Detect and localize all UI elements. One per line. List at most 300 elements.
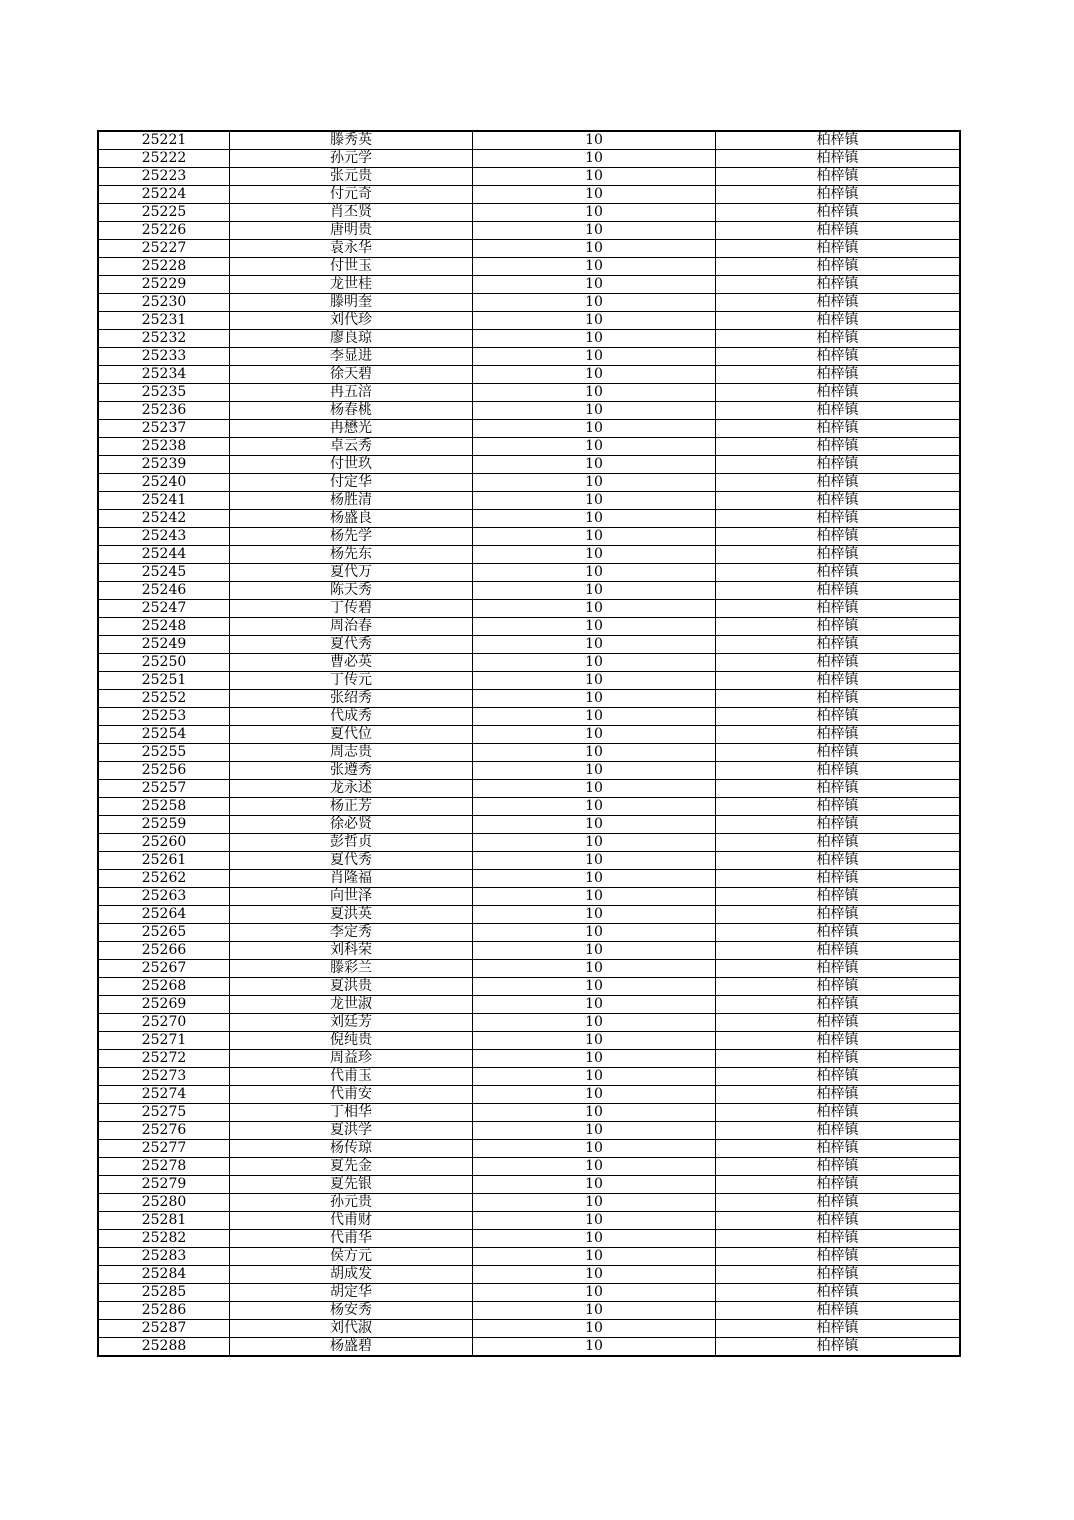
- town-cell: 柏梓镇: [716, 780, 961, 798]
- id-cell: 25241: [98, 492, 230, 510]
- amount-cell: 10: [473, 816, 716, 834]
- table-row: [98, 834, 960, 852]
- table-row: [98, 852, 960, 870]
- amount-cell: 10: [473, 1158, 716, 1176]
- amount-cell: 10: [473, 870, 716, 888]
- amount-cell: 10: [473, 564, 716, 582]
- amount-cell: 10: [473, 384, 716, 402]
- table-row: [98, 222, 960, 240]
- table-row: [98, 888, 960, 906]
- name-cell: 代成秀: [230, 708, 473, 726]
- name-cell: 冉懋光: [230, 420, 473, 438]
- town-cell: 柏梓镇: [716, 294, 961, 312]
- town-cell: 柏梓镇: [716, 906, 961, 924]
- id-cell: 25235: [98, 384, 230, 402]
- table-row: [98, 510, 960, 528]
- town-cell: 柏梓镇: [716, 1338, 961, 1357]
- id-cell: 25244: [98, 546, 230, 564]
- table-row: [98, 1194, 960, 1212]
- amount-cell: 10: [473, 852, 716, 870]
- name-cell: 刘科荣: [230, 942, 473, 960]
- amount-cell: 10: [473, 582, 716, 600]
- name-cell: 李显进: [230, 348, 473, 366]
- table-row: [98, 1158, 960, 1176]
- town-cell: 柏梓镇: [716, 1104, 961, 1122]
- amount-cell: 10: [473, 402, 716, 420]
- town-cell: 柏梓镇: [716, 978, 961, 996]
- amount-cell: 10: [473, 834, 716, 852]
- table-row: [98, 240, 960, 258]
- town-cell: 柏梓镇: [716, 834, 961, 852]
- name-cell: 侯方元: [230, 1248, 473, 1266]
- town-cell: 柏梓镇: [716, 564, 961, 582]
- town-cell: 柏梓镇: [716, 222, 961, 240]
- id-cell: 25240: [98, 474, 230, 492]
- town-cell: 柏梓镇: [716, 960, 961, 978]
- amount-cell: 10: [473, 1068, 716, 1086]
- amount-cell: 10: [473, 366, 716, 384]
- table-row: [98, 978, 960, 996]
- name-cell: 向世泽: [230, 888, 473, 906]
- amount-cell: 10: [473, 1104, 716, 1122]
- town-cell: 柏梓镇: [716, 420, 961, 438]
- id-cell: 25243: [98, 528, 230, 546]
- name-cell: 代甫玉: [230, 1068, 473, 1086]
- name-cell: 付定华: [230, 474, 473, 492]
- id-cell: 25230: [98, 294, 230, 312]
- amount-cell: 10: [473, 294, 716, 312]
- town-cell: 柏梓镇: [716, 1176, 961, 1194]
- table-row: [98, 780, 960, 798]
- town-cell: 柏梓镇: [716, 1266, 961, 1284]
- town-cell: 柏梓镇: [716, 1284, 961, 1302]
- name-cell: 夏先金: [230, 1158, 473, 1176]
- amount-cell: 10: [473, 1140, 716, 1158]
- id-cell: 25259: [98, 816, 230, 834]
- id-cell: 25225: [98, 204, 230, 222]
- name-cell: 夏洪贵: [230, 978, 473, 996]
- name-cell: 夏先银: [230, 1176, 473, 1194]
- amount-cell: 10: [473, 780, 716, 798]
- town-cell: 柏梓镇: [716, 1050, 961, 1068]
- town-cell: 柏梓镇: [716, 1158, 961, 1176]
- town-cell: 柏梓镇: [716, 1068, 961, 1086]
- id-cell: 25226: [98, 222, 230, 240]
- name-cell: 夏洪学: [230, 1122, 473, 1140]
- table-row: [98, 258, 960, 276]
- table-row: [98, 1284, 960, 1302]
- name-cell: 李定秀: [230, 924, 473, 942]
- town-cell: 柏梓镇: [716, 366, 961, 384]
- town-cell: 柏梓镇: [716, 636, 961, 654]
- town-cell: 柏梓镇: [716, 1248, 961, 1266]
- town-cell: 柏梓镇: [716, 888, 961, 906]
- amount-cell: 10: [473, 1014, 716, 1032]
- town-cell: 柏梓镇: [716, 150, 961, 168]
- name-cell: 付世玖: [230, 456, 473, 474]
- name-cell: 杨春桃: [230, 402, 473, 420]
- name-cell: 杨盛碧: [230, 1338, 473, 1357]
- table-row: [98, 546, 960, 564]
- town-cell: 柏梓镇: [716, 1032, 961, 1050]
- table-row: [98, 996, 960, 1014]
- town-cell: 柏梓镇: [716, 1194, 961, 1212]
- name-cell: 唐明贵: [230, 222, 473, 240]
- town-cell: 柏梓镇: [716, 942, 961, 960]
- name-cell: 孙元贵: [230, 1194, 473, 1212]
- id-cell: 25229: [98, 276, 230, 294]
- amount-cell: 10: [473, 186, 716, 204]
- name-cell: 孙元学: [230, 150, 473, 168]
- town-cell: 柏梓镇: [716, 1320, 961, 1338]
- id-cell: 25263: [98, 888, 230, 906]
- table-row: [98, 906, 960, 924]
- id-cell: 25284: [98, 1266, 230, 1284]
- id-cell: 25232: [98, 330, 230, 348]
- id-cell: 25254: [98, 726, 230, 744]
- amount-cell: 10: [473, 762, 716, 780]
- amount-cell: 10: [473, 744, 716, 762]
- id-cell: 25265: [98, 924, 230, 942]
- name-cell: 廖良琼: [230, 330, 473, 348]
- table-row: [98, 744, 960, 762]
- name-cell: 龙永述: [230, 780, 473, 798]
- amount-cell: 10: [473, 960, 716, 978]
- amount-cell: 10: [473, 618, 716, 636]
- table-row: [98, 438, 960, 456]
- table-row: [98, 1068, 960, 1086]
- name-cell: 肖丕贤: [230, 204, 473, 222]
- table-row: [98, 618, 960, 636]
- table-row: [98, 1320, 960, 1338]
- name-cell: 夏代秀: [230, 636, 473, 654]
- amount-cell: 10: [473, 1320, 716, 1338]
- table-row: [98, 1050, 960, 1068]
- name-cell: 彭哲贞: [230, 834, 473, 852]
- id-cell: 25224: [98, 186, 230, 204]
- id-cell: 25248: [98, 618, 230, 636]
- name-cell: 刘代珍: [230, 312, 473, 330]
- id-cell: 25227: [98, 240, 230, 258]
- table-row: [98, 816, 960, 834]
- amount-cell: 10: [473, 654, 716, 672]
- amount-cell: 10: [473, 528, 716, 546]
- table-row: [98, 1176, 960, 1194]
- town-cell: 柏梓镇: [716, 131, 961, 150]
- name-cell: 曹必英: [230, 654, 473, 672]
- town-cell: 柏梓镇: [716, 384, 961, 402]
- id-cell: 25286: [98, 1302, 230, 1320]
- id-cell: 25278: [98, 1158, 230, 1176]
- table-row: [98, 294, 960, 312]
- table-row: [98, 366, 960, 384]
- name-cell: 周益珍: [230, 1050, 473, 1068]
- table-row: [98, 1248, 960, 1266]
- name-cell: 卓云秀: [230, 438, 473, 456]
- amount-cell: 10: [473, 1086, 716, 1104]
- id-cell: 25250: [98, 654, 230, 672]
- id-cell: 25258: [98, 798, 230, 816]
- amount-cell: 10: [473, 1122, 716, 1140]
- town-cell: 柏梓镇: [716, 1212, 961, 1230]
- name-cell: 龙世桂: [230, 276, 473, 294]
- id-cell: 25274: [98, 1086, 230, 1104]
- table-row: [98, 654, 960, 672]
- name-cell: 滕明奎: [230, 294, 473, 312]
- id-cell: 25234: [98, 366, 230, 384]
- name-cell: 夏代秀: [230, 852, 473, 870]
- id-cell: 25260: [98, 834, 230, 852]
- amount-cell: 10: [473, 546, 716, 564]
- town-cell: 柏梓镇: [716, 618, 961, 636]
- id-cell: 25277: [98, 1140, 230, 1158]
- amount-cell: 10: [473, 726, 716, 744]
- amount-cell: 10: [473, 348, 716, 366]
- table-row: [98, 690, 960, 708]
- town-cell: 柏梓镇: [716, 870, 961, 888]
- table-row: [98, 1140, 960, 1158]
- town-cell: 柏梓镇: [716, 1302, 961, 1320]
- id-cell: 25275: [98, 1104, 230, 1122]
- town-cell: 柏梓镇: [716, 348, 961, 366]
- town-cell: 柏梓镇: [716, 690, 961, 708]
- name-cell: 滕秀英: [230, 131, 473, 150]
- town-cell: 柏梓镇: [716, 1140, 961, 1158]
- id-cell: 25264: [98, 906, 230, 924]
- id-cell: 25233: [98, 348, 230, 366]
- name-cell: 代甫财: [230, 1212, 473, 1230]
- town-cell: 柏梓镇: [716, 852, 961, 870]
- name-cell: 龙世淑: [230, 996, 473, 1014]
- amount-cell: 10: [473, 708, 716, 726]
- table-row: [98, 528, 960, 546]
- table-row: [98, 131, 960, 150]
- amount-cell: 10: [473, 942, 716, 960]
- table-body: [98, 131, 960, 1356]
- amount-cell: 10: [473, 600, 716, 618]
- id-cell: 25242: [98, 510, 230, 528]
- town-cell: 柏梓镇: [716, 510, 961, 528]
- amount-cell: 10: [473, 204, 716, 222]
- town-cell: 柏梓镇: [716, 168, 961, 186]
- id-cell: 25283: [98, 1248, 230, 1266]
- id-cell: 25231: [98, 312, 230, 330]
- town-cell: 柏梓镇: [716, 600, 961, 618]
- name-cell: 丁相华: [230, 1104, 473, 1122]
- town-cell: 柏梓镇: [716, 726, 961, 744]
- amount-cell: 10: [473, 888, 716, 906]
- amount-cell: 10: [473, 150, 716, 168]
- id-cell: 25270: [98, 1014, 230, 1032]
- id-cell: 25285: [98, 1284, 230, 1302]
- name-cell: 杨正芳: [230, 798, 473, 816]
- name-cell: 付元奇: [230, 186, 473, 204]
- table-row: [98, 330, 960, 348]
- table-row: [98, 204, 960, 222]
- town-cell: 柏梓镇: [716, 438, 961, 456]
- amount-cell: 10: [473, 924, 716, 942]
- table-row: [98, 600, 960, 618]
- name-cell: 付世玉: [230, 258, 473, 276]
- name-cell: 杨安秀: [230, 1302, 473, 1320]
- table-row: [98, 924, 960, 942]
- id-cell: 25282: [98, 1230, 230, 1248]
- name-cell: 徐天碧: [230, 366, 473, 384]
- table-row: [98, 1212, 960, 1230]
- id-cell: 25239: [98, 456, 230, 474]
- name-cell: 杨盛良: [230, 510, 473, 528]
- table-row: [98, 492, 960, 510]
- table-row: [98, 168, 960, 186]
- id-cell: 25255: [98, 744, 230, 762]
- name-cell: 丁传元: [230, 672, 473, 690]
- table-row: [98, 276, 960, 294]
- amount-cell: 10: [473, 330, 716, 348]
- name-cell: 胡定华: [230, 1284, 473, 1302]
- town-cell: 柏梓镇: [716, 654, 961, 672]
- town-cell: 柏梓镇: [716, 708, 961, 726]
- table-row: [98, 384, 960, 402]
- amount-cell: 10: [473, 636, 716, 654]
- id-cell: 25266: [98, 942, 230, 960]
- name-cell: 肖隆福: [230, 870, 473, 888]
- town-cell: 柏梓镇: [716, 924, 961, 942]
- name-cell: 夏洪英: [230, 906, 473, 924]
- id-cell: 25268: [98, 978, 230, 996]
- town-cell: 柏梓镇: [716, 402, 961, 420]
- amount-cell: 10: [473, 222, 716, 240]
- table-row: [98, 672, 960, 690]
- table-row: [98, 1086, 960, 1104]
- name-cell: 张遵秀: [230, 762, 473, 780]
- town-cell: 柏梓镇: [716, 1122, 961, 1140]
- table-row: [98, 186, 960, 204]
- town-cell: 柏梓镇: [716, 582, 961, 600]
- name-cell: 刘廷芳: [230, 1014, 473, 1032]
- town-cell: 柏梓镇: [716, 762, 961, 780]
- amount-cell: 10: [473, 672, 716, 690]
- town-cell: 柏梓镇: [716, 276, 961, 294]
- table-row: [98, 1338, 960, 1357]
- amount-cell: 10: [473, 798, 716, 816]
- amount-cell: 10: [473, 906, 716, 924]
- table-row: [98, 1014, 960, 1032]
- table-row: [98, 1266, 960, 1284]
- name-cell: 周治春: [230, 618, 473, 636]
- amount-cell: 10: [473, 1050, 716, 1068]
- id-cell: 25272: [98, 1050, 230, 1068]
- table-row: [98, 1230, 960, 1248]
- town-cell: 柏梓镇: [716, 528, 961, 546]
- id-cell: 25287: [98, 1320, 230, 1338]
- table-row: [98, 726, 960, 744]
- name-cell: 杨先东: [230, 546, 473, 564]
- id-cell: 25288: [98, 1338, 230, 1357]
- table-row: [98, 1104, 960, 1122]
- amount-cell: 10: [473, 168, 716, 186]
- amount-cell: 10: [473, 996, 716, 1014]
- table-row: [98, 798, 960, 816]
- table-row: [98, 582, 960, 600]
- amount-cell: 10: [473, 1338, 716, 1357]
- id-cell: 25252: [98, 690, 230, 708]
- town-cell: 柏梓镇: [716, 1086, 961, 1104]
- table-row: [98, 870, 960, 888]
- table-row: [98, 348, 960, 366]
- id-cell: 25253: [98, 708, 230, 726]
- town-cell: 柏梓镇: [716, 996, 961, 1014]
- amount-cell: 10: [473, 131, 716, 150]
- table-row: [98, 636, 960, 654]
- id-cell: 25223: [98, 168, 230, 186]
- table-row: [98, 942, 960, 960]
- name-cell: 袁永华: [230, 240, 473, 258]
- table-row: [98, 960, 960, 978]
- name-cell: 张绍秀: [230, 690, 473, 708]
- amount-cell: 10: [473, 1266, 716, 1284]
- town-cell: 柏梓镇: [716, 186, 961, 204]
- name-cell: 代甫安: [230, 1086, 473, 1104]
- id-cell: 25236: [98, 402, 230, 420]
- id-cell: 25273: [98, 1068, 230, 1086]
- table-row: [98, 402, 960, 420]
- amount-cell: 10: [473, 1230, 716, 1248]
- table-row: [98, 150, 960, 168]
- table-row: [98, 762, 960, 780]
- town-cell: 柏梓镇: [716, 672, 961, 690]
- id-cell: 25247: [98, 600, 230, 618]
- id-cell: 25267: [98, 960, 230, 978]
- id-cell: 25271: [98, 1032, 230, 1050]
- name-cell: 杨传琼: [230, 1140, 473, 1158]
- id-cell: 25256: [98, 762, 230, 780]
- town-cell: 柏梓镇: [716, 1230, 961, 1248]
- name-cell: 周志贵: [230, 744, 473, 762]
- name-cell: 杨胜清: [230, 492, 473, 510]
- town-cell: 柏梓镇: [716, 312, 961, 330]
- id-cell: 25262: [98, 870, 230, 888]
- id-cell: 25237: [98, 420, 230, 438]
- town-cell: 柏梓镇: [716, 744, 961, 762]
- name-cell: 倪纯贵: [230, 1032, 473, 1050]
- amount-cell: 10: [473, 438, 716, 456]
- name-cell: 代甫华: [230, 1230, 473, 1248]
- id-cell: 25221: [98, 131, 230, 150]
- table-row: [98, 312, 960, 330]
- id-cell: 25238: [98, 438, 230, 456]
- town-cell: 柏梓镇: [716, 456, 961, 474]
- name-cell: 杨先学: [230, 528, 473, 546]
- amount-cell: 10: [473, 1176, 716, 1194]
- amount-cell: 10: [473, 276, 716, 294]
- table-row: [98, 564, 960, 582]
- name-cell: 夏代万: [230, 564, 473, 582]
- town-cell: 柏梓镇: [716, 258, 961, 276]
- table-row: [98, 708, 960, 726]
- table-row: [98, 420, 960, 438]
- id-cell: 25249: [98, 636, 230, 654]
- id-cell: 25222: [98, 150, 230, 168]
- id-cell: 25245: [98, 564, 230, 582]
- id-cell: 25251: [98, 672, 230, 690]
- table-row: [98, 474, 960, 492]
- table-row: [98, 1302, 960, 1320]
- town-cell: 柏梓镇: [716, 474, 961, 492]
- data-table: [97, 130, 961, 1357]
- amount-cell: 10: [473, 1194, 716, 1212]
- town-cell: 柏梓镇: [716, 204, 961, 222]
- amount-cell: 10: [473, 1212, 716, 1230]
